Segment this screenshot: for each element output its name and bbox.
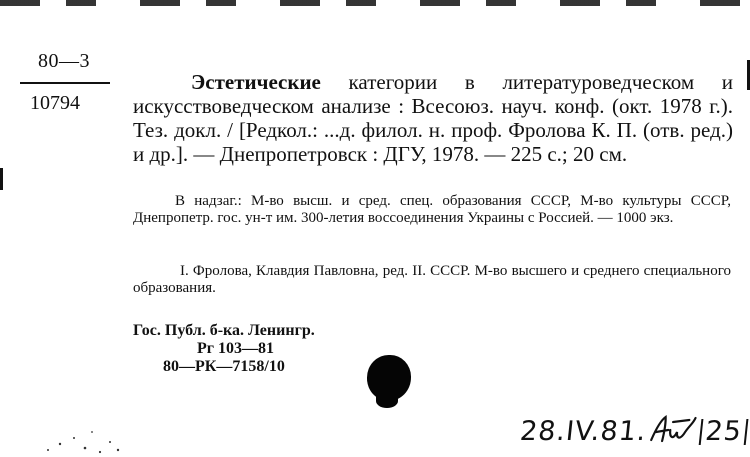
registration-number: 10794 bbox=[30, 92, 80, 114]
notes-paragraph: В надзаг.: М-во высш. и сред. спец. образования СССР, М-во культуры СССР, Днепропетр. гос. ун-т им. 300-летия воссоединения Украины с Россией. — 1000 экз. bbox=[133, 193, 731, 226]
entry-text: категории в литературоведческом и искусствоведческом анализе : Всесоюз. науч. конф. (окт. 1978 г.). Тез. докл. / [Редкол.: ...д. филол. н. проф. Фролова К. П. (отв. ред.) и др.]. — Днепропетровск : ДГУ, 1978. — 225 с.; 20 см. bbox=[133, 70, 733, 166]
divider-rule bbox=[20, 82, 110, 84]
handwritten-initials bbox=[648, 414, 698, 451]
classification-code: 80—3 bbox=[38, 50, 90, 72]
bibliographic-entry bbox=[133, 70, 733, 166]
ink-blot bbox=[376, 394, 398, 408]
entry-title-word: Эстетические bbox=[191, 70, 321, 94]
card-edge-mark bbox=[0, 168, 3, 190]
handwritten-bracket-number: 25 bbox=[699, 419, 748, 445]
library-name: Гос. Публ. б-ка. Ленингр. bbox=[133, 322, 315, 339]
tracings-paragraph: I. Фролова, Клавдия Павловна, ред. II. СССР. М-во высшего и среднего специального образования. bbox=[133, 263, 731, 296]
scan-noise bbox=[40, 420, 130, 457]
library-block bbox=[133, 322, 315, 376]
handwritten-annotation bbox=[518, 414, 749, 451]
handwritten-date: 28.IV.81. bbox=[518, 416, 649, 447]
library-card-number: 80—РК—7158/10 bbox=[163, 358, 285, 375]
card-top-edge bbox=[0, 0, 750, 6]
library-shelfmark: Рг 103—81 bbox=[197, 340, 275, 357]
